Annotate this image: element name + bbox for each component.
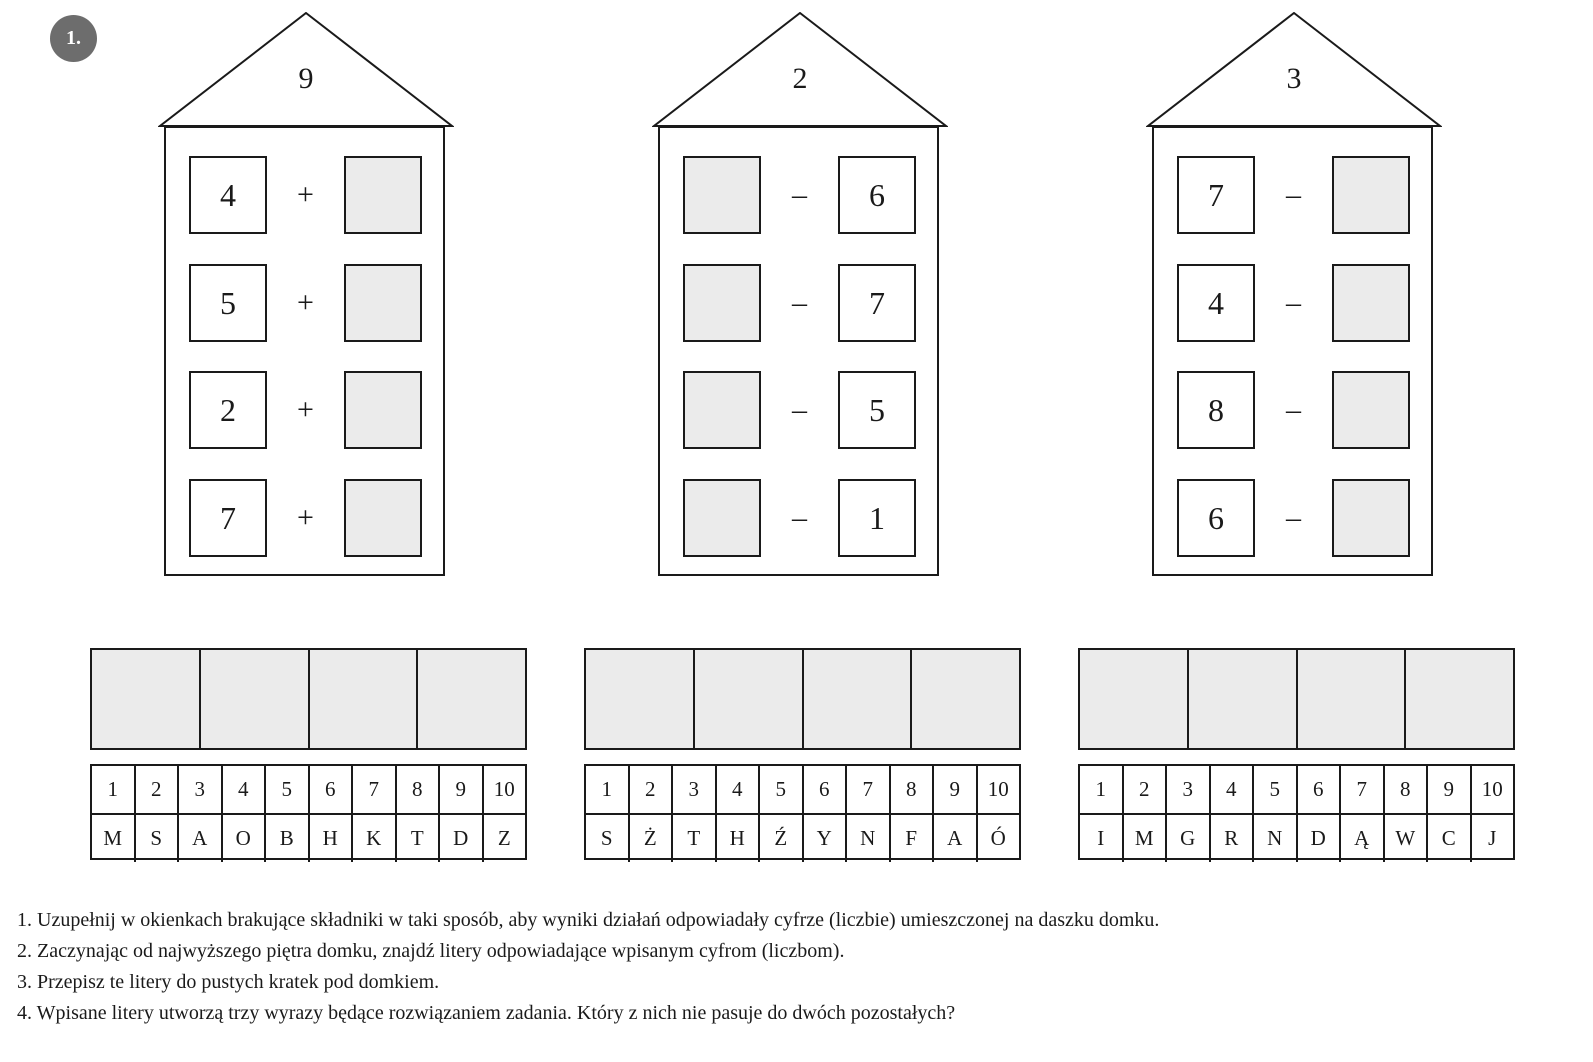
empty-answer-box[interactable] xyxy=(1332,264,1410,342)
house-floor xyxy=(660,264,941,342)
letter-key-table xyxy=(584,764,1021,860)
key-letter: M xyxy=(103,826,123,850)
number-box: 6 xyxy=(838,156,916,234)
operator-sign: + xyxy=(297,501,314,534)
key-number: 9 xyxy=(932,766,976,813)
empty-answer-box[interactable] xyxy=(1332,371,1410,449)
key-letter: I xyxy=(1097,826,1105,850)
key-number: 2 xyxy=(134,766,178,813)
key-number: 4 xyxy=(221,766,265,813)
key-number: 5 xyxy=(758,766,802,813)
key-letter: Ż xyxy=(628,815,672,862)
key-number: 10 xyxy=(976,766,1020,813)
empty-answer-box[interactable] xyxy=(683,264,761,342)
letter-slot[interactable] xyxy=(802,650,911,748)
key-letter: B xyxy=(264,815,308,862)
key-letter: K xyxy=(351,815,395,862)
letter-key-table xyxy=(1078,764,1515,860)
empty-answer-box[interactable] xyxy=(1332,479,1410,557)
key-letter: Ź xyxy=(758,815,802,862)
key-number: 9 xyxy=(1426,766,1470,813)
instruction-2: 2. Zaczynając od najwyższego piętra domku, znajdź litery odpowiadające wpisanym cyfrom (liczbom). xyxy=(17,940,845,962)
letter-slot[interactable] xyxy=(586,650,693,748)
letter-slot[interactable] xyxy=(1080,650,1187,748)
house-body xyxy=(164,126,445,576)
house-2 xyxy=(652,12,948,590)
key-number: 9 xyxy=(438,766,482,813)
number-box: 5 xyxy=(838,371,916,449)
key-number: 10 xyxy=(482,766,526,813)
letter-slot[interactable] xyxy=(1296,650,1405,748)
operator-sign: + xyxy=(297,393,314,426)
key-number: 1 xyxy=(1095,777,1106,801)
key-number: 6 xyxy=(802,766,846,813)
key-letter: A xyxy=(932,815,976,862)
key-letter: C xyxy=(1426,815,1470,862)
house-floor xyxy=(166,264,447,342)
empty-answer-box[interactable] xyxy=(683,479,761,557)
house-floor xyxy=(166,371,447,449)
operator-sign: + xyxy=(297,286,314,319)
key-numbers-row xyxy=(586,766,1019,813)
house-floor xyxy=(1154,479,1435,557)
instructions xyxy=(17,905,1577,1029)
letter-slot[interactable] xyxy=(416,650,525,748)
letter-slot[interactable] xyxy=(308,650,417,748)
roof-number: 2 xyxy=(792,62,808,95)
house-floor xyxy=(1154,156,1435,234)
house-floor xyxy=(1154,264,1435,342)
key-number: 4 xyxy=(715,766,759,813)
key-number: 8 xyxy=(889,766,933,813)
key-letter: F xyxy=(889,815,933,862)
key-letter: Ą xyxy=(1339,815,1383,862)
key-number: 8 xyxy=(395,766,439,813)
key-number: 7 xyxy=(845,766,889,813)
key-letters-row xyxy=(92,813,525,862)
key-letter: D xyxy=(438,815,482,862)
key-letter: Y xyxy=(802,815,846,862)
instruction-4: 4. Wpisane litery utworzą trzy wyrazy będące rozwiązaniem zadania. Który z nich nie pasuje do dwóch pozostałych? xyxy=(17,1002,956,1024)
key-number: 1 xyxy=(601,777,612,801)
key-number: 2 xyxy=(1122,766,1166,813)
key-numbers-row xyxy=(92,766,525,813)
house-floor xyxy=(660,479,941,557)
key-number: 3 xyxy=(177,766,221,813)
house-body xyxy=(658,126,939,576)
letter-key-table xyxy=(90,764,527,860)
answer-letter-boxes xyxy=(90,648,527,750)
key-number: 6 xyxy=(308,766,352,813)
key-number: 1 xyxy=(107,777,118,801)
key-number: 8 xyxy=(1383,766,1427,813)
key-letter: W xyxy=(1383,815,1427,862)
operator-sign: + xyxy=(297,178,314,211)
key-letters-row xyxy=(586,813,1019,862)
house-floor xyxy=(660,371,941,449)
key-number: 4 xyxy=(1209,766,1253,813)
empty-answer-box[interactable] xyxy=(1332,156,1410,234)
letter-slot[interactable] xyxy=(92,650,199,748)
key-letter: T xyxy=(671,815,715,862)
house-1 xyxy=(158,12,454,590)
empty-answer-box[interactable] xyxy=(344,371,422,449)
key-number: 5 xyxy=(1252,766,1296,813)
key-letter: O xyxy=(221,815,265,862)
letter-slot[interactable] xyxy=(910,650,1019,748)
operator-sign: – xyxy=(1286,178,1301,211)
key-letter: S xyxy=(600,826,613,850)
house-floor xyxy=(1154,371,1435,449)
key-letter: H xyxy=(308,815,352,862)
answer-letter-boxes xyxy=(584,648,1021,750)
exercise-number-badge: 1. xyxy=(50,15,97,62)
key-number: 6 xyxy=(1296,766,1340,813)
key-numbers-row xyxy=(1080,766,1513,813)
key-number: 3 xyxy=(1165,766,1209,813)
key-number: 2 xyxy=(628,766,672,813)
key-letter: R xyxy=(1209,815,1253,862)
number-box: 7 xyxy=(838,264,916,342)
number-box: 7 xyxy=(189,479,267,557)
roof-number: 3 xyxy=(1286,62,1302,95)
operator-sign: – xyxy=(792,178,807,211)
number-box: 1 xyxy=(838,479,916,557)
operator-sign: – xyxy=(792,501,807,534)
key-letter: N xyxy=(845,815,889,862)
number-box: 8 xyxy=(1177,371,1255,449)
key-letter: D xyxy=(1296,815,1340,862)
key-number: 7 xyxy=(1339,766,1383,813)
key-letter: J xyxy=(1470,815,1514,862)
key-letter: Z xyxy=(482,815,526,862)
number-box: 4 xyxy=(1177,264,1255,342)
number-box: 6 xyxy=(1177,479,1255,557)
empty-answer-box[interactable] xyxy=(683,156,761,234)
instruction-3: 3. Przepisz te litery do pustych kratek pod domkiem. xyxy=(17,971,440,993)
key-letter: H xyxy=(715,815,759,862)
number-box: 7 xyxy=(1177,156,1255,234)
house-floor xyxy=(166,156,447,234)
key-number: 5 xyxy=(264,766,308,813)
letter-slot[interactable] xyxy=(693,650,802,748)
key-letter: T xyxy=(395,815,439,862)
house-floor xyxy=(660,156,941,234)
key-letter: S xyxy=(134,815,178,862)
empty-answer-box[interactable] xyxy=(344,156,422,234)
letter-slot[interactable] xyxy=(199,650,308,748)
operator-sign: – xyxy=(792,393,807,426)
key-number: 7 xyxy=(351,766,395,813)
answer-letter-boxes xyxy=(1078,648,1515,750)
key-letter: A xyxy=(177,815,221,862)
key-letters-row xyxy=(1080,813,1513,862)
number-box: 4 xyxy=(189,156,267,234)
letter-slot[interactable] xyxy=(1404,650,1513,748)
key-letter: N xyxy=(1252,815,1296,862)
key-letter: G xyxy=(1165,815,1209,862)
number-box: 2 xyxy=(189,371,267,449)
key-number: 3 xyxy=(671,766,715,813)
empty-answer-box[interactable] xyxy=(683,371,761,449)
letter-slot[interactable] xyxy=(1187,650,1296,748)
empty-answer-box[interactable] xyxy=(344,479,422,557)
house-floor xyxy=(166,479,447,557)
key-letter: M xyxy=(1122,815,1166,862)
instruction-1: 1. Uzupełnij w okienkach brakujące składniki w taki sposób, aby wyniki działań odpowiadały cyfrze (liczbie) umieszczonej na daszku domku. xyxy=(17,909,1160,931)
house-body xyxy=(1152,126,1433,576)
operator-sign: – xyxy=(1286,501,1301,534)
key-letter: Ó xyxy=(976,815,1020,862)
operator-sign: – xyxy=(792,286,807,319)
operator-sign: – xyxy=(1286,286,1301,319)
empty-answer-box[interactable] xyxy=(344,264,422,342)
number-box: 5 xyxy=(189,264,267,342)
roof-number: 9 xyxy=(298,62,314,95)
operator-sign: – xyxy=(1286,393,1301,426)
key-number: 10 xyxy=(1470,766,1514,813)
house-3 xyxy=(1146,12,1442,590)
